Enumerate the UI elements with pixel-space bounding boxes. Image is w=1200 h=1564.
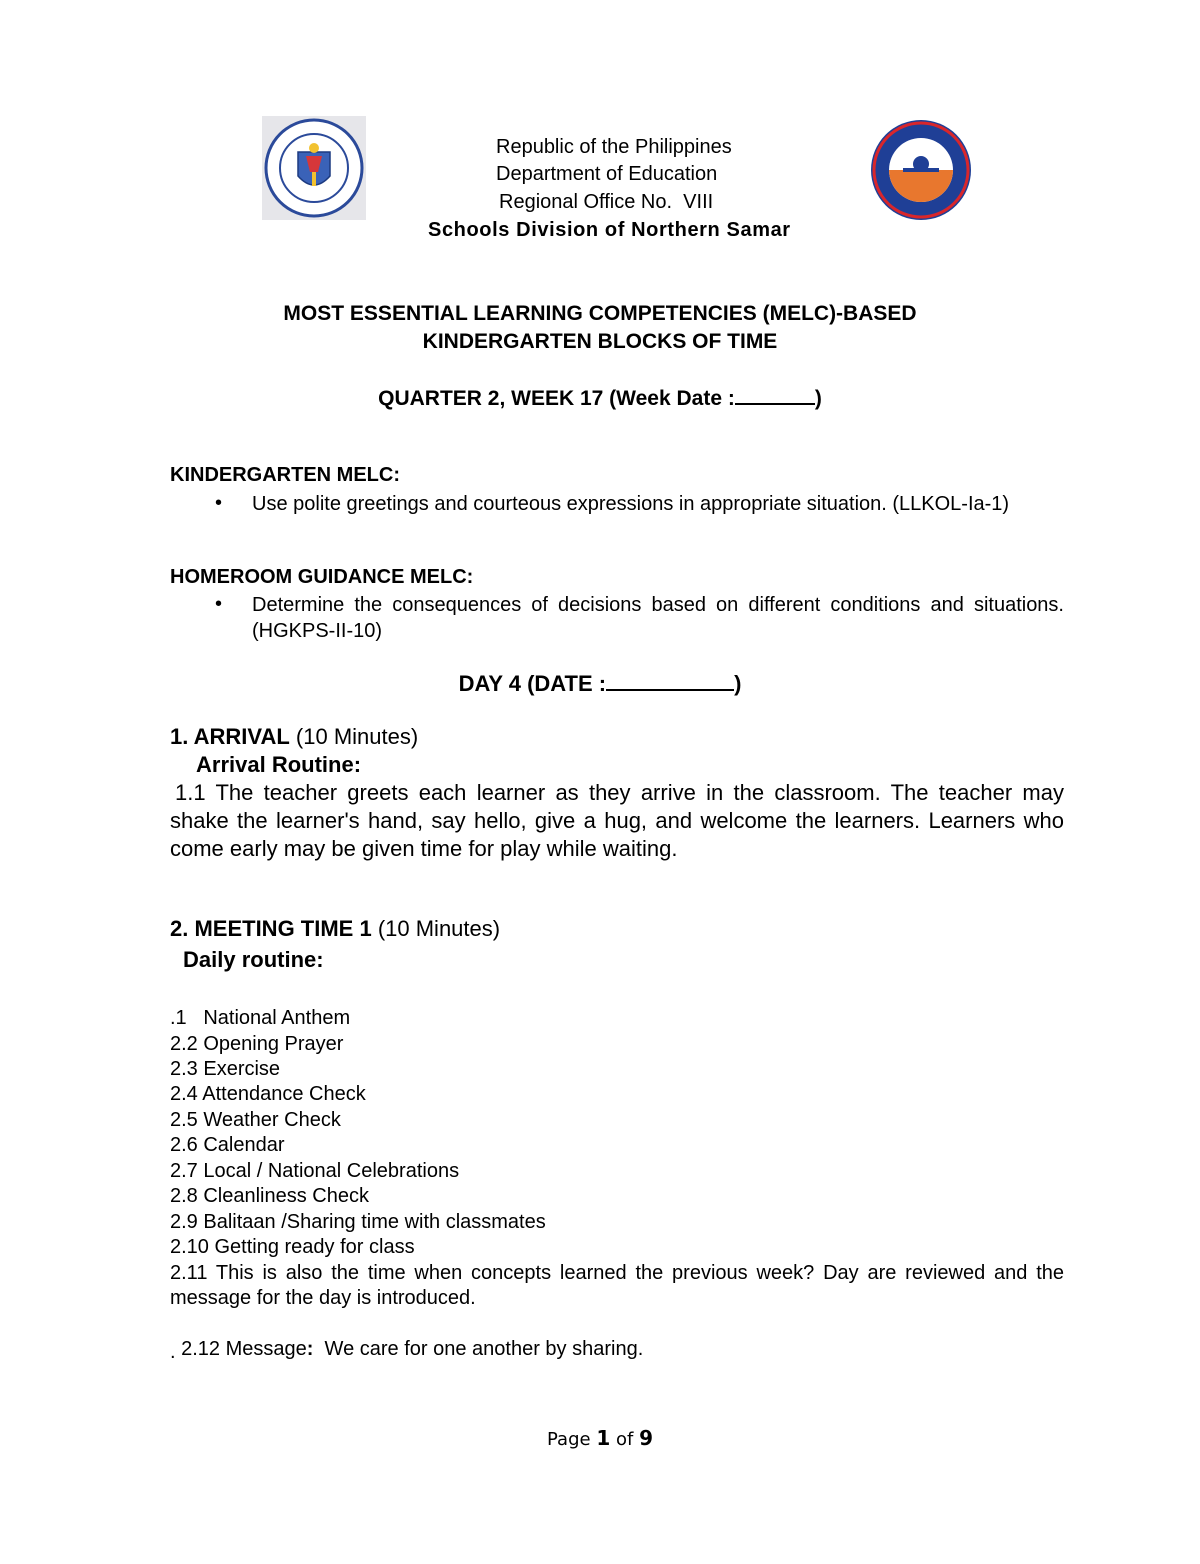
routine-item: .1 National Anthem bbox=[170, 1007, 351, 1029]
day-line bbox=[0, 670, 1200, 698]
routine-item: 2.6 Calendar bbox=[170, 1134, 285, 1156]
day-close: ) bbox=[734, 671, 742, 696]
day-date-blank bbox=[606, 671, 734, 691]
routine-item: 2.8 Cleanliness Check bbox=[170, 1185, 369, 1207]
message-colon: : bbox=[306, 1338, 314, 1360]
routine-item: 2.7 Local / National Celebrations bbox=[170, 1160, 460, 1182]
page-total: 9 bbox=[639, 1426, 653, 1450]
bullet-icon: • bbox=[215, 492, 223, 514]
division-seal-logo bbox=[868, 118, 974, 222]
header-division: Schools Division of Northern Samar bbox=[428, 219, 791, 241]
arrival-duration: (10 Minutes) bbox=[289, 724, 419, 749]
header-regional-office: Regional Office No. VIII bbox=[499, 191, 714, 213]
routine-item: 2.5 Weather Check bbox=[170, 1109, 341, 1131]
meeting-heading bbox=[170, 915, 500, 943]
page-number: 1 bbox=[596, 1426, 611, 1450]
routine-item: 2.3 Exercise bbox=[170, 1058, 281, 1080]
document-title-line1: MOST ESSENTIAL LEARNING COMPETENCIES (MELC)-BASED bbox=[283, 302, 917, 325]
routine-item: 2.10 Getting ready for class bbox=[170, 1236, 415, 1258]
page-footer bbox=[0, 1426, 1200, 1452]
message-text: We care for one another by sharing. bbox=[313, 1338, 644, 1360]
routine-item-12 bbox=[170, 1312, 643, 1362]
routine-item: 2.4 Attendance Check bbox=[170, 1083, 366, 1105]
header-republic: Republic of the Philippines bbox=[496, 136, 732, 158]
kinder-melc-item: Use polite greetings and courteous expressions in appropriate situation. (LLKOL-Ia-1) bbox=[252, 493, 1010, 515]
week-label: QUARTER 2, WEEK 17 (Week Date : bbox=[378, 387, 735, 410]
document-title-line2: KINDERGARTEN BLOCKS OF TIME bbox=[422, 330, 778, 353]
homeroom-melc-heading: HOMEROOM GUIDANCE MELC: bbox=[170, 566, 474, 588]
arrival-text: 1.1 The teacher greets each learner as they arrive in the classroom. The teacher may shake the learner's hand, say hello, give a hug, and welcome the learners. Learners who come early may be given time for play while waiting. bbox=[170, 780, 1064, 861]
routine-item-11: 2.11 This is also the time when concepts learned the previous week? Day are reviewed and the message for the day is introduced. bbox=[170, 1262, 1064, 1309]
deped-seal-logo bbox=[262, 116, 366, 220]
trailing-dot: . bbox=[170, 1341, 176, 1363]
week-date-blank bbox=[735, 385, 815, 405]
day-label: DAY 4 (DATE : bbox=[458, 671, 607, 696]
header-department: Department of Education bbox=[496, 163, 718, 185]
routine-item: 2.2 Opening Prayer bbox=[170, 1033, 344, 1055]
of-word: of bbox=[615, 1429, 634, 1450]
page-word: Page bbox=[547, 1429, 591, 1450]
homeroom-melc-item: Determine the consequences of decisions based on different conditions and situations. (HGKPS-II-10) bbox=[252, 594, 1064, 642]
meeting-duration: (10 Minutes) bbox=[371, 916, 501, 941]
meeting-title: 2. MEETING TIME 1 bbox=[170, 916, 372, 941]
arrival-heading bbox=[170, 723, 418, 751]
message-label: 2.12 Message bbox=[181, 1338, 307, 1360]
kinder-melc-heading: KINDERGARTEN MELC: bbox=[170, 464, 400, 486]
week-close: ) bbox=[814, 387, 822, 410]
daily-routine-heading: Daily routine: bbox=[183, 947, 324, 972]
arrival-routine-heading: Arrival Routine: bbox=[196, 752, 362, 777]
routine-item: 2.9 Balitaan /Sharing time with classmates bbox=[170, 1211, 546, 1233]
bullet-icon: • bbox=[215, 593, 223, 615]
arrival-title: 1. ARRIVAL bbox=[170, 724, 290, 749]
week-line bbox=[0, 385, 1200, 413]
